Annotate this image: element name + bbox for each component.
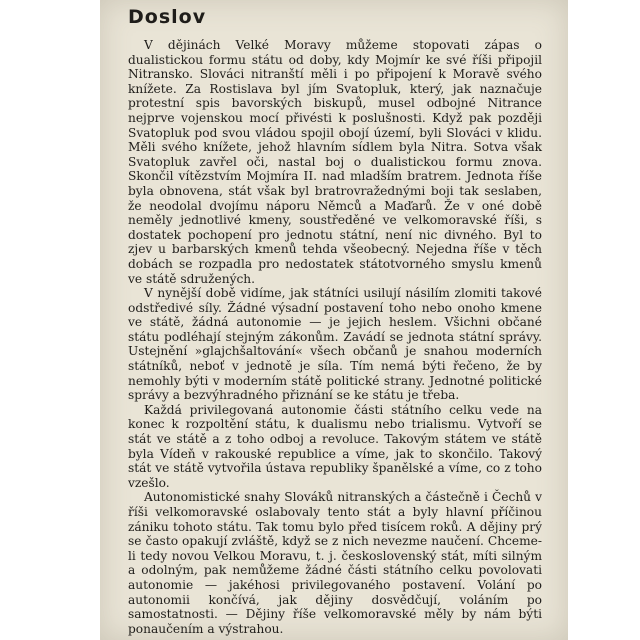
left-margin [0,0,100,640]
afterword-text [128,38,542,636]
paragraph: Každá privilegovaná autonomie části státního celku vede na konec k rozpoltění státu, k dualismu nebo trialismu. Vytvoří se stát ve státě a z toho odboj a revoluce. Takovým státem ve státě byla Vídeň v rakouské republice a víme, jak to skončilo. Takový stát ve státě vytvořila ústava republiky španělské a víme, co z toho vzešlo. [128,402,542,490]
right-margin [568,0,640,640]
page-title: Doslov [128,6,207,28]
paragraph: V nynější době vidíme, jak státníci usilují násilím zlomiti takové odstředivé síly. Žádné výsadní postavení toho nebo onoho kmene ve státě, žádná autonomie — je jejich heslem. Všichni občané státu podléhají stejným zákonům. Zavádí se jednota státní správy. Ustejnění »glajchšaltování« všech občanů je snahou moderních státníků, neboť v jednotě je síla. Tím nemá býti řečeno, že by nemohly býti v moderním státě politické strany. Jednotné politické správy a bezvýhradného přiznání se ke státu je třeba. [128,286,542,403]
paragraph: Autonomistické snahy Slováků nitranských a částečně i Čechů v říši velkomoravské oslabovaly tento stát a byly hlavní příčinou zániku tohoto státu. Tak tomu bylo před tisícem roků. A dějiny prý se často opakují zvláště, když se z nich nevezme naučení. Chceme-li tedy novou Velkou Moravu, t. j. československý stát, míti silným a odolným, pak nemůžeme žádné části státního celku povolovati autonomie — jakéhosi privilegovaného postavení. Volání po autonomii končívá, jak dějiny dosvědčují, voláním po samostatnosti. — Dějiny říše velkomoravské měly by nám býti ponaučením a výstrahou. [128,490,542,636]
paragraph: V dějinách Velké Moravy můžeme stopovati zápas o dualistickou formu státu od doby, kdy Mojmír ke své říši připojil Nitransko. Slováci nitranští měli i po připojení k Moravě svého knížete. Za Rostislava byl jím Svatopluk, který, jak naznačuje protestní spis bavorských biskupů, musel odbojné Nitrance nejprve vojenskou mocí přivésti k poslušnosti. Když pak později Svatopluk pod svou vládou spojil obojí území, byli Slováci v klidu. Měli svého knížete, jehož hlavním sídlem byla Nitra. Sotva však Svatopluk zavřel oči, nastal boj o dualistickou formu znova. Skončil vítězstvím Mojmíra II. nad mladším bratrem. Jednota říše byla obnovena, stát však byl bratrovražednými boji tak seslaben, že neodolal dvojímu náporu Němců a Maďarů. Že v oné době neměly jednotlivé kmeny, soustředěné ve velkomoravské říši, s dostatek pochopení pro jednotu státní, není nic divného. Byl to zjev u barbarských kmenů tehda všeobecný. Nejedna říše v těch dobách se rozpadla pro nedostatek státotvorného smyslu kmenů ve státě sdružených. [128,38,542,286]
